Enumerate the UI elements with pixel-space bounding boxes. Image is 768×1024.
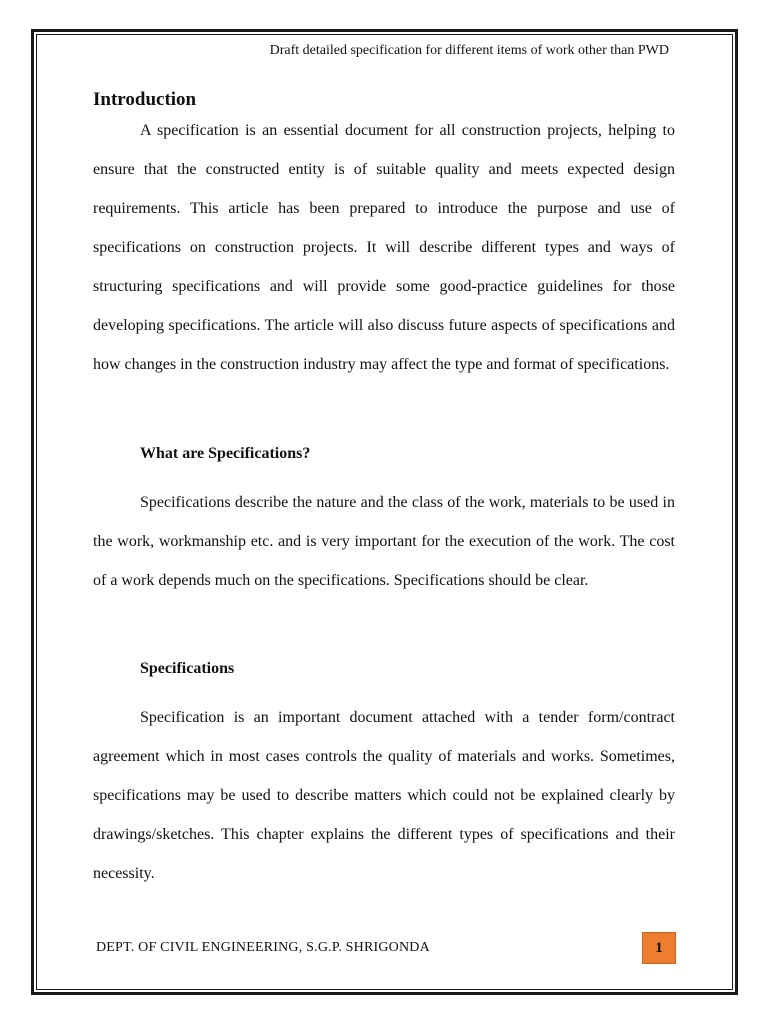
introduction-title: Introduction (93, 89, 197, 110)
page-number-badge: 1 (642, 932, 676, 964)
specifications-heading: Specifications (140, 660, 235, 677)
introduction-paragraph: A specification is an essential document for all construction projects, helping to ensure that the constructed entity is of suitable quality and meets expected design requirements. This article has been prepared to introduce the purpose and use of specifications on construction projects. It will describe different types and ways of structuring specifications and will provide some good-practice guidelines for those developing specifications. The article will also discuss future aspects of specifications and how changes in the construction industry may affect the type and format of specifications. (93, 122, 675, 373)
what-are-specifications-paragraph: Specifications describe the nature and the class of the work, materials to be used in the work, workmanship etc. and is very important for the execution of the work. The cost of a work depends much on the specifications. Specifications should be clear. (93, 494, 675, 589)
specifications-paragraph: Specification is an important document attached with a tender form/contract agreement which in most cases controls the quality of materials and works. Sometimes, specifications may be used to describe matters which could not be explained clearly by drawings/sketches. This chapter explains the different types of specifications and their necessity. (93, 709, 675, 882)
footer-department: DEPT. OF CIVIL ENGINEERING, S.G.P. SHRIGONDA (96, 940, 430, 955)
running-header: Draft detailed specification for different items of work other than PWD (269, 43, 669, 58)
what-are-specifications-heading: What are Specifications? (140, 445, 311, 462)
